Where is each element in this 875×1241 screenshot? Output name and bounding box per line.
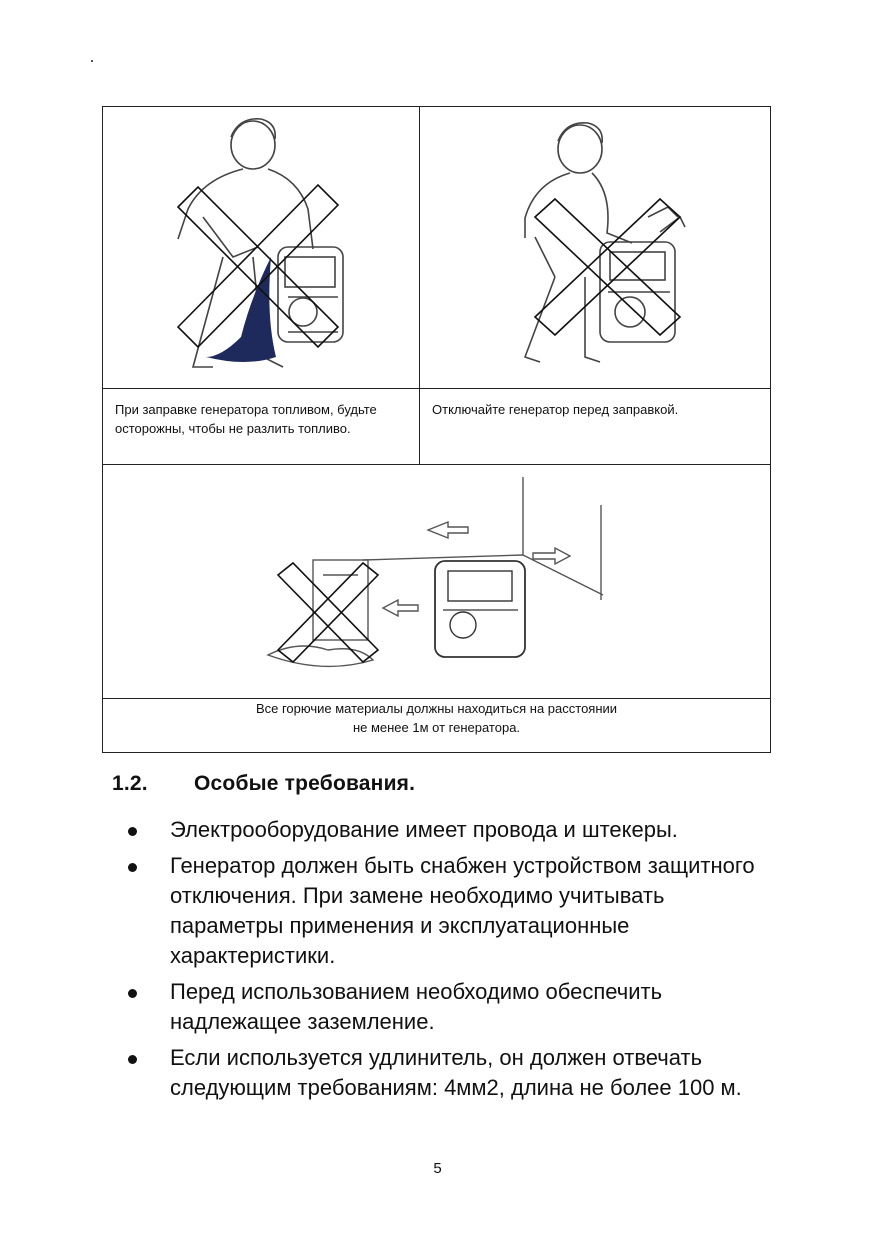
caption-fuel-spill: При заправке генератора топливом, будьте осторожны, чтобы не разлить топливо. <box>115 402 377 436</box>
page-number: 5 <box>433 1160 442 1177</box>
fuel-canister-icon <box>313 560 368 640</box>
bullet-icon <box>128 989 137 998</box>
caption-turn-off-cell <box>420 389 771 465</box>
section-number: 1.2. <box>112 772 148 795</box>
safety-illustrations-table <box>102 106 771 753</box>
bullet-icon <box>128 863 137 872</box>
caption-fuel-spill-cell <box>103 389 420 465</box>
person-turning-off-icon <box>420 107 770 388</box>
illustration-distance <box>103 465 771 699</box>
list-item: Генератор должен быть снабжен устройством защитного отключения. При замене необходимо учитывать параметры применения и эксплуатационные характеристики. <box>120 851 770 971</box>
list-item: Электрооборудование имеет провода и штекеры. <box>120 815 770 845</box>
bullet-icon <box>128 827 137 836</box>
caption-distance-cell <box>103 699 771 753</box>
illustration-fuel-spill <box>103 107 420 389</box>
illustration-turn-off <box>420 107 771 389</box>
bullet-icon <box>128 1055 137 1064</box>
caption-distance: Все горючие материалы должны находиться на расстоянии <box>255 701 618 716</box>
section-title: Особые требования. <box>194 772 416 795</box>
list-item: Если используется удлинитель, он должен отвечать следующим требованиям: 4мм2, длина не более 100 м. <box>120 1043 770 1103</box>
scan-dot <box>91 60 93 62</box>
section-heading <box>112 772 415 796</box>
person-refueling-icon <box>103 107 419 388</box>
generator-distance-icon <box>103 465 769 693</box>
caption-distance-2: не менее 1м от генератора. <box>352 720 521 735</box>
caption-turn-off: Отключайте генератор перед заправкой. <box>432 402 679 417</box>
requirements-list <box>120 815 770 1109</box>
list-item: Перед использованием необходимо обеспечить надлежащее заземление. <box>120 977 770 1037</box>
